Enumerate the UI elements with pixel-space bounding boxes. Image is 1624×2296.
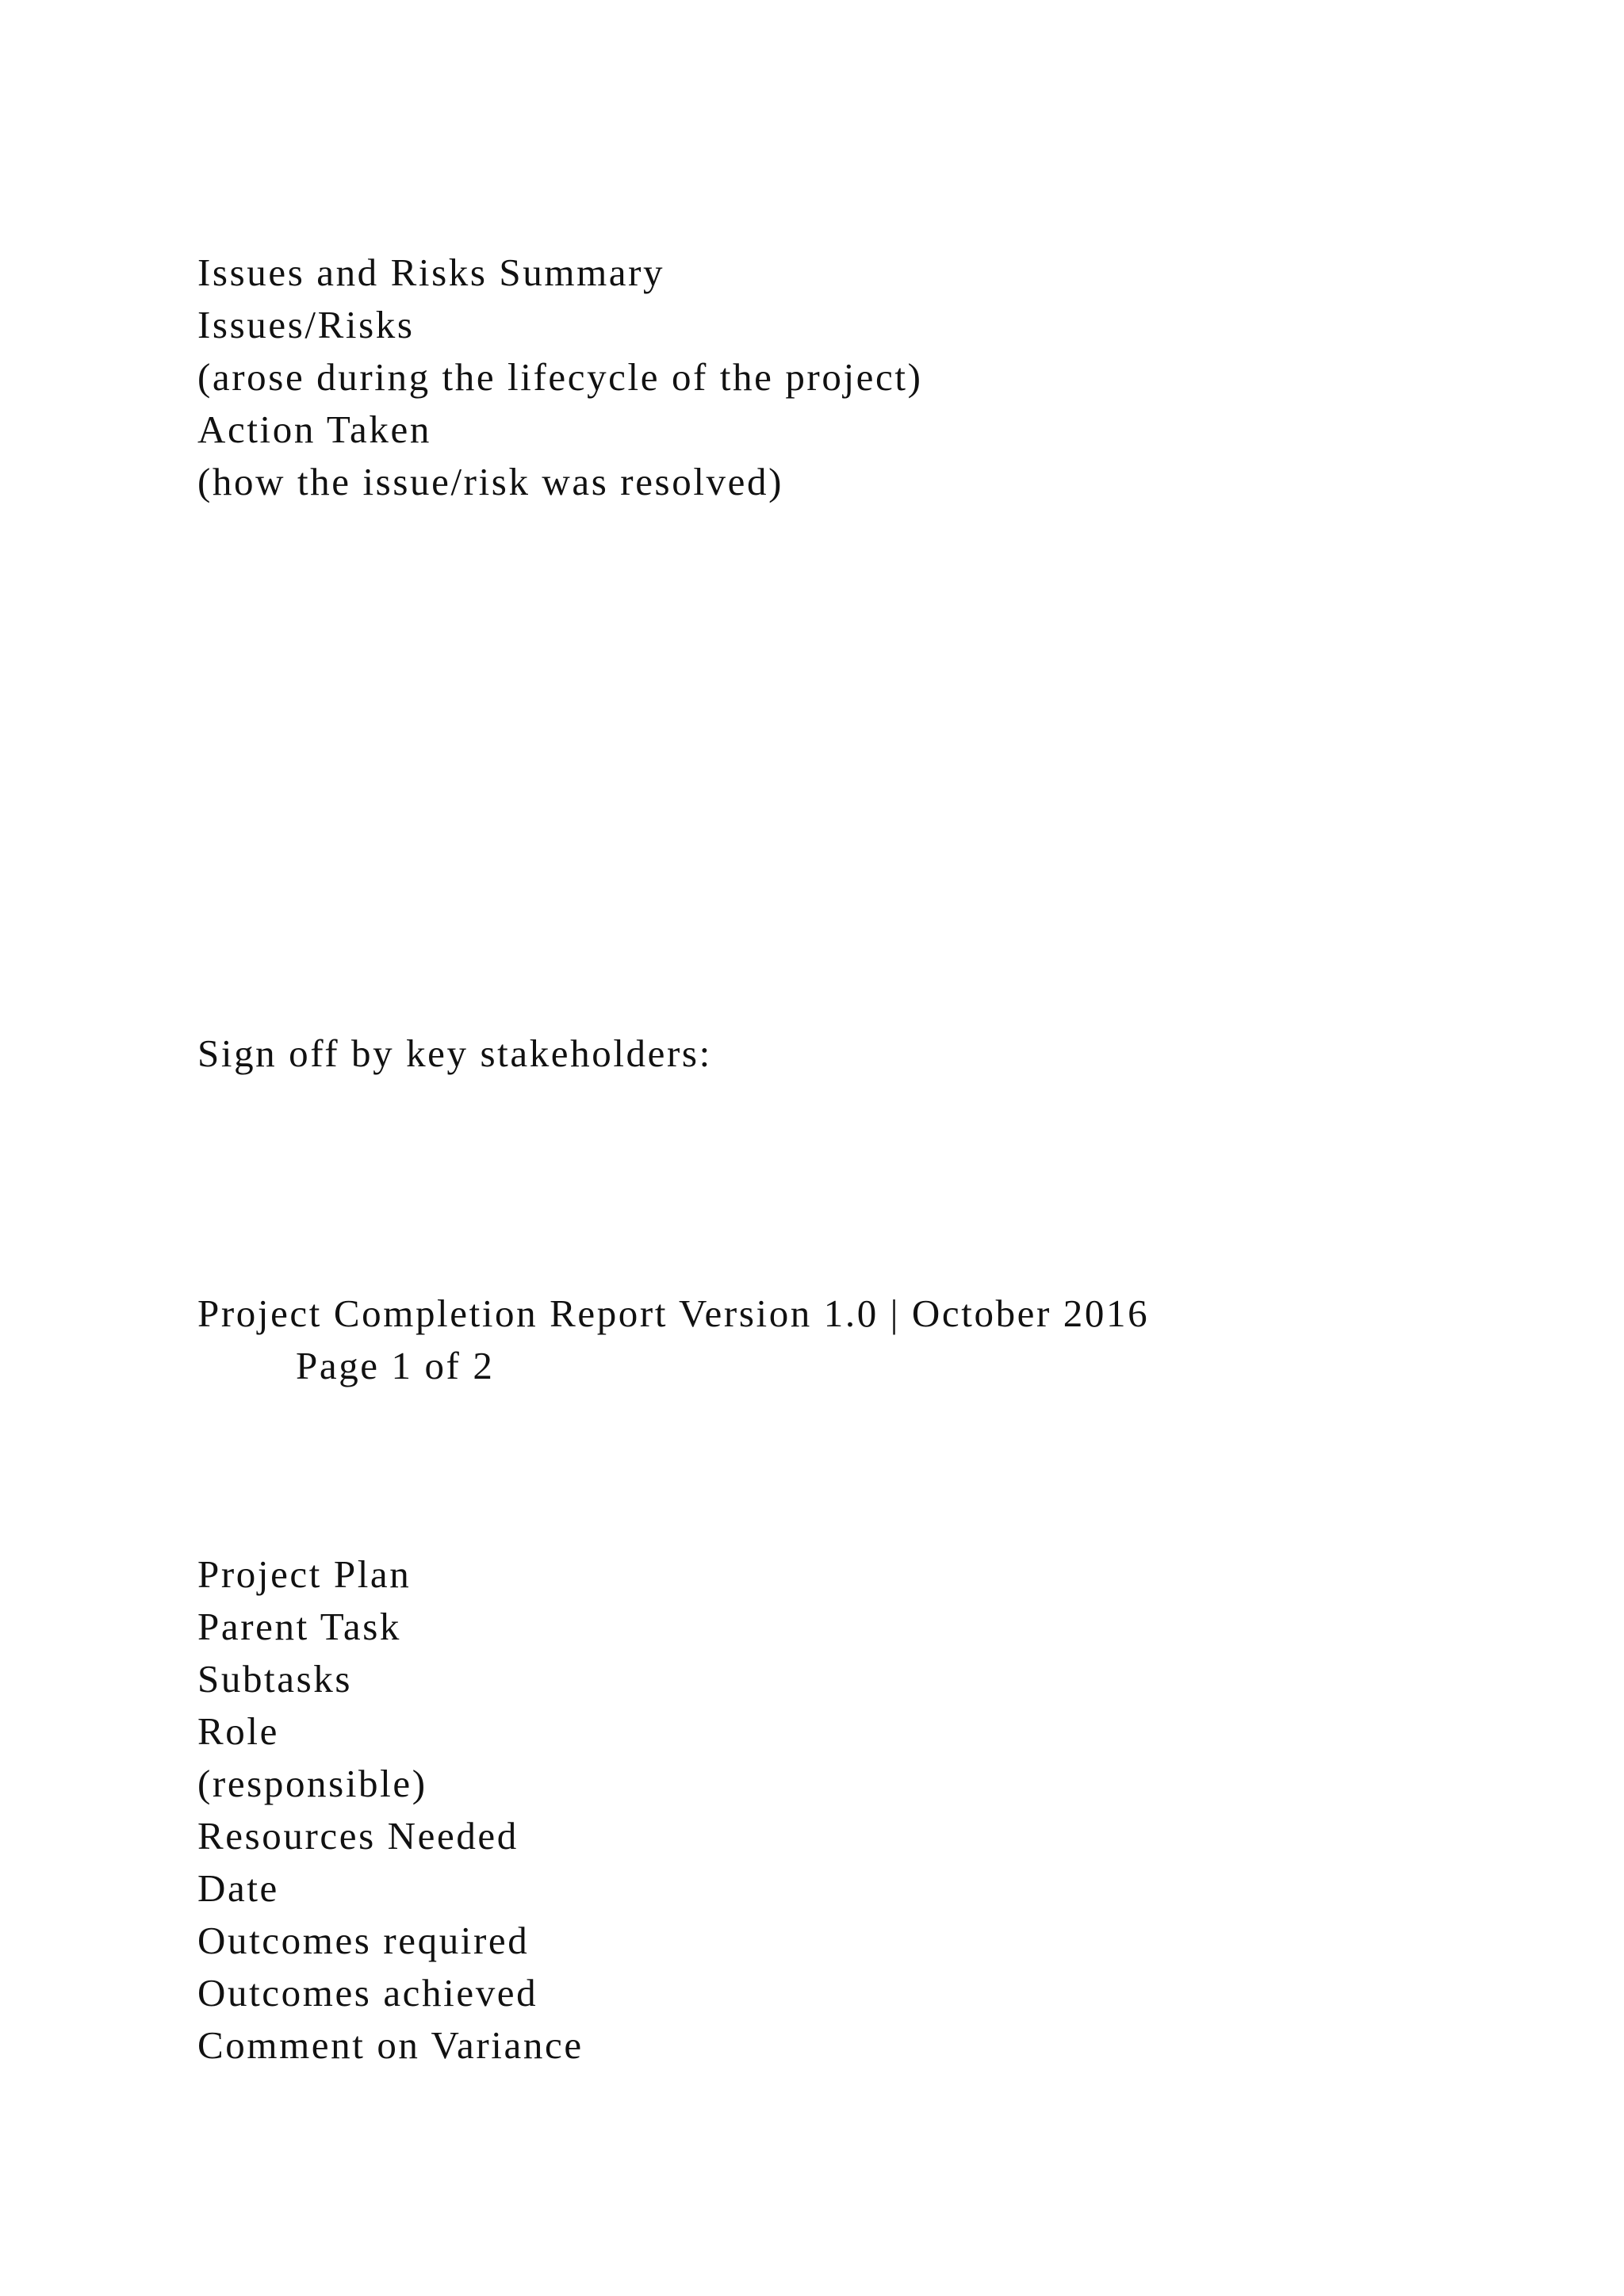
action-taken-column-subheader: (how the issue/risk was resolved) (197, 460, 783, 503)
plan-column-comment-on-variance: Comment on Variance (197, 2023, 584, 2067)
project-plan-section (197, 1548, 584, 2072)
signoff-section (197, 1027, 712, 1080)
footer-report-version: Project Completion Report Version 1.0 | October 2016 (197, 1292, 1150, 1335)
plan-column-outcomes-achieved: Outcomes achieved (197, 1971, 538, 2015)
plan-column-resources-needed: Resources Needed (197, 1814, 519, 1858)
issues-risks-summary-section (197, 247, 923, 508)
plan-column-date: Date (197, 1866, 279, 1910)
plan-column-subtasks: Subtasks (197, 1657, 353, 1701)
plan-column-outcomes-required: Outcomes required (197, 1919, 530, 1962)
signoff-label: Sign off by key stakeholders: (197, 1031, 712, 1075)
plan-column-role: Role (197, 1709, 279, 1753)
page-footer (197, 1288, 1149, 1392)
issues-risks-summary-title: Issues and Risks Summary (197, 251, 665, 294)
plan-column-role-note: (responsible) (197, 1762, 427, 1805)
issues-risks-column-header: Issues/Risks (197, 303, 415, 346)
plan-column-parent-task: Parent Task (197, 1605, 401, 1648)
footer-page-number: Page 1 of 2 (296, 1344, 495, 1387)
action-taken-column-header: Action Taken (197, 408, 431, 451)
issues-risks-column-subheader: (arose during the lifecycle of the project) (197, 355, 923, 399)
project-plan-title: Project Plan (197, 1552, 412, 1596)
